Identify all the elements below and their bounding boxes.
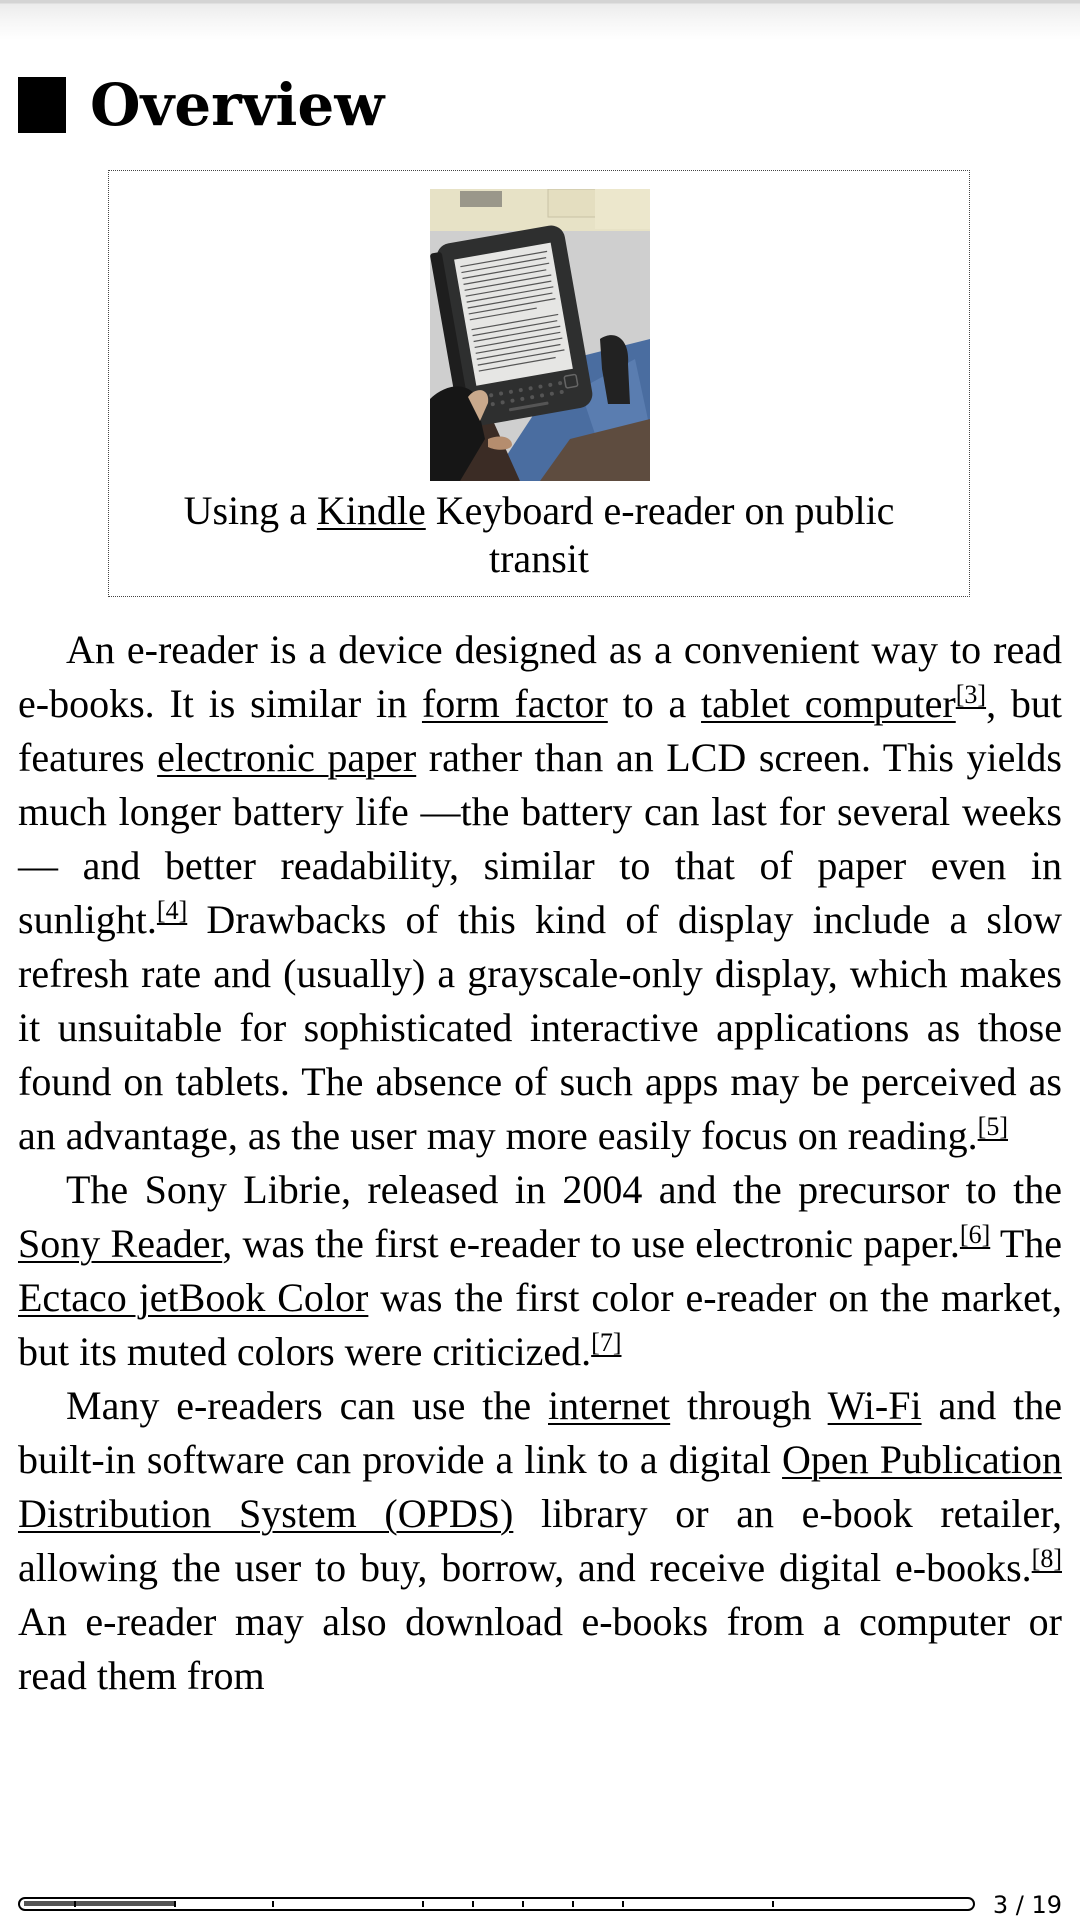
text-run: and the built-in software can provide a link to a digital bbox=[18, 1383, 1063, 1482]
citation bbox=[1032, 1544, 1062, 1573]
chapter-tick bbox=[174, 1901, 176, 1907]
inline-link[interactable]: Sony Reader bbox=[18, 1221, 223, 1266]
progress-fill bbox=[24, 1901, 175, 1906]
chapter-tick bbox=[472, 1901, 474, 1907]
paragraph bbox=[18, 1163, 1062, 1379]
citation bbox=[591, 1328, 621, 1357]
citation-link[interactable]: [8] bbox=[1031, 1544, 1062, 1573]
paragraph bbox=[18, 1379, 1062, 1703]
page-counter: 3 / 19 bbox=[992, 1891, 1062, 1919]
text-run: was the first color e-reader on the market, but its muted colors were criticized. bbox=[18, 1275, 1063, 1374]
citation-link[interactable]: [5] bbox=[977, 1112, 1008, 1141]
inline-link[interactable]: electronic paper bbox=[157, 735, 417, 780]
text-run: The bbox=[990, 1221, 1063, 1266]
chapter-tick bbox=[272, 1901, 274, 1907]
citation-link[interactable]: [7] bbox=[591, 1328, 622, 1357]
chapter-tick bbox=[74, 1901, 76, 1907]
text-run: An e-reader may also download e-books from a computer or read them from bbox=[18, 1599, 1062, 1698]
chapter-tick bbox=[522, 1901, 524, 1907]
text-run: rather than an LCD screen. This yields much longer battery life —the battery can last for several weeks— and better readability, similar to that of paper even in sunlight. bbox=[18, 735, 1062, 942]
chapter-tick bbox=[572, 1901, 574, 1907]
inline-link[interactable]: tablet computer bbox=[701, 681, 956, 726]
kindle-photo[interactable] bbox=[430, 189, 650, 481]
square-bullet-icon bbox=[18, 77, 66, 133]
text-run: , was the first e-reader to use electronic paper. bbox=[222, 1221, 960, 1266]
text-run: An e-reader is a device designed as a convenient way to read e-books. It is similar in bbox=[18, 627, 1062, 726]
chapter-tick bbox=[622, 1901, 624, 1907]
citation-link[interactable]: [6] bbox=[959, 1220, 991, 1249]
article-body bbox=[18, 623, 1062, 1703]
figure-box bbox=[108, 170, 970, 597]
book-progress-bar[interactable] bbox=[18, 1897, 975, 1911]
section-title: Overview bbox=[90, 71, 385, 139]
text-run: The Sony Librie, released in 2004 and the precursor to the bbox=[66, 1167, 1062, 1212]
inline-link[interactable]: Ectaco jetBook Color bbox=[18, 1275, 369, 1320]
caption-text-before: Using a bbox=[183, 488, 317, 533]
inline-link[interactable]: form factor bbox=[421, 681, 608, 726]
citation bbox=[978, 1112, 1008, 1141]
citation bbox=[960, 1220, 990, 1249]
section-heading bbox=[18, 60, 384, 150]
text-run: to a bbox=[607, 681, 702, 726]
figure-caption bbox=[129, 487, 949, 583]
inline-link[interactable]: Wi-Fi bbox=[827, 1383, 922, 1428]
paragraph bbox=[18, 623, 1062, 1163]
kindle-photo-illustration bbox=[430, 189, 650, 481]
reader-footer bbox=[0, 1888, 1080, 1920]
text-run: Many e-readers can use the bbox=[66, 1383, 548, 1428]
citation-link[interactable]: [4] bbox=[156, 896, 188, 925]
chapter-tick bbox=[772, 1901, 774, 1907]
text-run: , but features bbox=[18, 681, 1062, 780]
text-run: through bbox=[670, 1383, 828, 1428]
caption-text-after: Keyboard e-reader on public transit bbox=[425, 488, 895, 581]
citation bbox=[956, 680, 986, 709]
text-run: Drawbacks of this kind of display include a slow refresh rate and (usually) a grayscale-only display, which makes it unsuitable for sophisticated interactive applications as those found on tablets. The absence of such apps may be perceived as an advantage, as the user may more easily focus on reading. bbox=[18, 897, 1062, 1158]
citation bbox=[157, 896, 187, 925]
caption-link-kindle[interactable]: Kindle bbox=[316, 488, 426, 533]
text-run: library or an e-book retailer, allowing the user to buy, borrow, and receive digital e-books. bbox=[18, 1491, 1062, 1590]
chapter-tick bbox=[422, 1901, 424, 1907]
inline-link[interactable]: internet bbox=[548, 1383, 671, 1428]
inline-link[interactable]: Open Publication Distribution System (OPDS) bbox=[18, 1437, 1062, 1536]
citation-link[interactable]: [3] bbox=[955, 680, 987, 709]
top-edge-shadow bbox=[0, 0, 1080, 40]
